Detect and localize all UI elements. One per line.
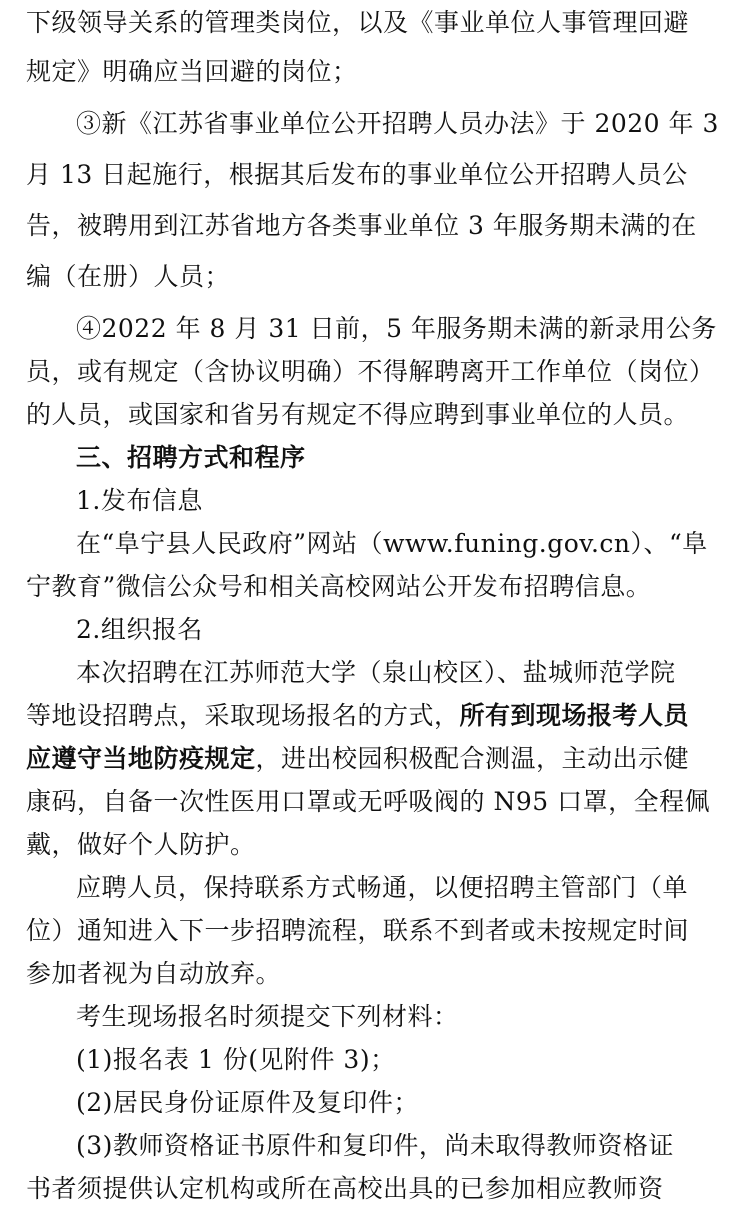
subheading: 1.发布信息 [76,486,203,515]
emphasis-text: 应遵守当地防疫规定 [26,744,256,773]
text-line: 规定》明确应当回避的岗位； [26,57,358,86]
section-heading: 三、招聘方式和程序 [76,443,306,472]
text-line [26,739,730,779]
text-line: 考生现场报名时须提交下列材料： [76,1002,459,1031]
list-item: (1)报名表 1 份(见附件 3)； [76,1045,396,1074]
text-segment: ，进出校园积极配合测温，主动出示健 [255,744,690,773]
emphasis-text: 所有到现场报考人员 [459,701,690,730]
text-line: ③新《江苏省事业单位公开招聘人员办法》于 2020 年 3 [76,109,719,138]
text-line: 位）通知进入下一步招聘流程，联系不到者或未按规定时间 [26,916,690,945]
text-line: 书者须提供认定机构或所在高校出具的已参加相应教师资 [26,1174,664,1203]
text-line: 月 13 日起施行，根据其后发布的事业单位公开招聘人员公 [26,160,688,189]
text-line: 康码，自备一次性医用口罩或无呼吸阀的 N95 口罩，全程佩 [26,787,711,816]
text-line: ④2022 年 8 月 31 日前，5 年服务期未满的新录用公务 [76,314,717,343]
text-line: 的人员，或国家和省另有规定不得应聘到事业单位的人员。 [26,400,690,429]
text-segment: 等地设招聘点，采取现场报名的方式， [26,701,460,730]
text-line: 戴，做好个人防护。 [26,830,256,859]
text-line: 编（在册）人员； [26,262,231,291]
text-line: 应聘人员，保持联系方式畅通，以便招聘主管部门（单 [76,873,689,902]
text-line: 告，被聘用到江苏省地方各类事业单位 3 年服务期未满的在 [26,211,697,240]
text-line: 在“阜宁县人民政府”网站（www.funing.gov.cn）、“阜 [76,529,708,558]
text-line: 员，或有规定（含协议明确）不得解聘离开工作单位（岗位） [26,357,715,386]
text-line: 参加者视为自动放弃。 [26,959,282,988]
list-item: (2)居民身份证原件及复印件； [76,1088,419,1117]
list-item: (3)教师资格证书原件和复印件，尚未取得教师资格证 [76,1131,674,1160]
text-line: 下级领导关系的管理类岗位，以及《事业单位人事管理回避 [26,8,690,37]
text-line: 宁教育”微信公众号和相关高校网站公开发布招聘信息。 [26,572,652,601]
text-line: 本次招聘在江苏师范大学（泉山校区）、盐城师范学院 [76,658,676,687]
subheading: 2.组织报名 [76,615,203,644]
text-line [26,696,730,736]
